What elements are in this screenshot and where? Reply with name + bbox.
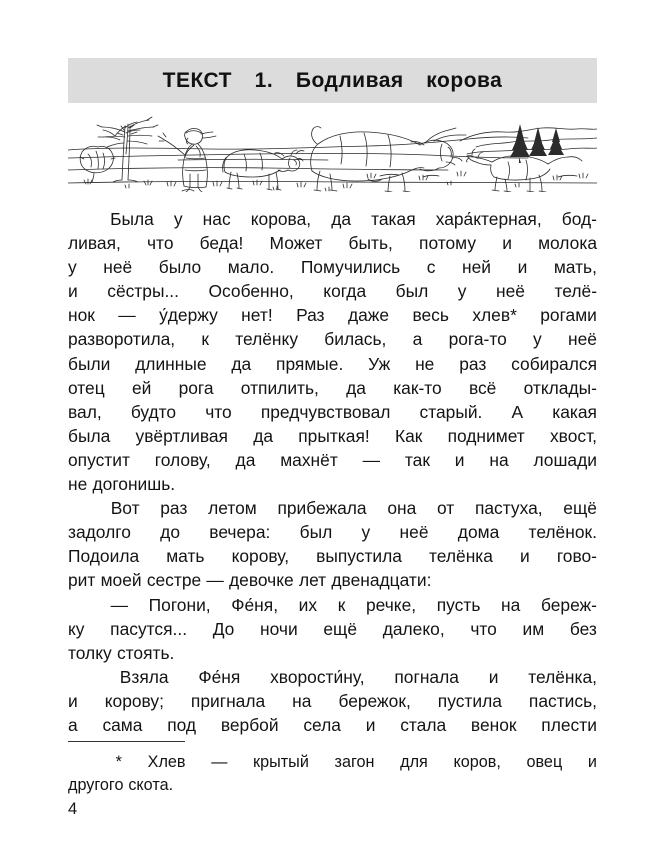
word: неё [103, 257, 133, 278]
text-line [68, 496, 597, 520]
word: для [400, 753, 428, 771]
word: лет [298, 570, 327, 591]
word: далеко, [382, 618, 445, 639]
word: отклады- [523, 377, 597, 398]
text-line [68, 472, 597, 496]
word: был [395, 281, 429, 302]
footnote-lines [68, 751, 597, 796]
word: нас [202, 209, 231, 229]
word: — [118, 305, 136, 326]
word: потому [419, 233, 477, 254]
word: предчувствовал [260, 401, 391, 422]
text-line [68, 207, 597, 231]
word: — [362, 449, 381, 470]
word: что [146, 233, 174, 254]
word: другого [68, 775, 124, 794]
word: телёнка [429, 546, 493, 567]
word: Вот [110, 498, 140, 519]
word: когда [323, 281, 367, 302]
word: Особенно, [208, 281, 294, 302]
word: от [436, 498, 455, 519]
paragraph-indent [68, 207, 90, 231]
word: плести [541, 714, 597, 735]
text-line [68, 327, 597, 351]
page-title: ТЕКСТ 1. Бодливая корова [162, 68, 503, 92]
word: пустила [437, 690, 502, 711]
word: так [404, 449, 430, 470]
word: билась, [324, 329, 387, 350]
text-line [68, 568, 597, 592]
word: и [488, 666, 499, 687]
word: Раз [296, 305, 325, 326]
word: прыткая! [298, 425, 370, 446]
word: До [212, 618, 235, 639]
word: у [173, 209, 183, 229]
word: с [426, 257, 436, 278]
text-line [68, 617, 597, 641]
word: девочке [229, 570, 294, 591]
word: пасутся... [110, 618, 188, 639]
word: неё [496, 281, 525, 302]
word: А [511, 401, 524, 422]
word: опустит [68, 449, 130, 470]
word: телёнка, [528, 666, 597, 687]
word: телё- [554, 281, 597, 302]
word: вал, [68, 401, 102, 422]
word: она [387, 498, 417, 519]
word: речке, [365, 594, 417, 615]
word: как-то [393, 377, 442, 398]
word: без [569, 618, 597, 639]
word: рога [178, 377, 214, 398]
word: мать, [553, 257, 597, 278]
word: вербой [220, 714, 279, 735]
word: весь [412, 305, 449, 326]
word: ночи [260, 618, 298, 639]
word: бережок, [338, 690, 411, 711]
word: ещё [563, 498, 597, 519]
text-line [68, 255, 597, 279]
word: моей [100, 570, 142, 591]
word: Уж [368, 353, 391, 374]
word: раз [459, 353, 487, 374]
word: сестре [146, 570, 202, 591]
word: загон [334, 753, 375, 771]
word: корова, [250, 209, 312, 229]
story-illustration [68, 114, 597, 192]
word: летом [208, 498, 257, 519]
word: коров, [453, 753, 501, 771]
word: Подоила [68, 546, 140, 567]
word: хворости́ну, [270, 666, 365, 687]
text-line [68, 231, 597, 255]
word: а [412, 329, 423, 350]
word: — [211, 753, 228, 771]
story-body [68, 207, 597, 737]
word: собирался [511, 353, 597, 374]
word: и [587, 753, 597, 771]
word: и [454, 449, 465, 470]
word: береж- [540, 594, 597, 615]
word: дома [457, 522, 500, 543]
text-line [68, 774, 597, 797]
word: корову; [104, 690, 164, 711]
word: да [346, 377, 366, 398]
word: сама [102, 714, 143, 735]
text-line [68, 448, 597, 472]
word: отец [68, 377, 105, 398]
word: рит [68, 570, 96, 591]
word: к [201, 329, 209, 350]
word: ку [68, 618, 85, 639]
word: нок [68, 305, 95, 326]
word: всё [468, 377, 497, 398]
word: им [522, 618, 545, 639]
word: выпустила [316, 546, 402, 567]
text-line [68, 544, 597, 568]
text-line [68, 352, 597, 376]
word: хара́ктерная, [435, 209, 542, 229]
word: увёртливая [135, 425, 228, 446]
text-line [68, 641, 597, 665]
word: ливая, [68, 233, 121, 254]
word: Взяла [119, 666, 169, 687]
word: прибежала [277, 498, 367, 519]
word: разворотила, [68, 329, 176, 350]
text-line [68, 751, 597, 774]
word: беда! [199, 233, 244, 254]
word: корову, [231, 546, 290, 567]
paragraph [68, 593, 597, 665]
word: стоять. [116, 642, 175, 663]
word: и [365, 714, 376, 735]
word: их [298, 594, 318, 615]
word: Может [269, 233, 323, 254]
word: нет! [241, 305, 273, 326]
word: а [68, 714, 78, 735]
word: была [68, 425, 111, 446]
word: рогами [540, 305, 597, 326]
word: ней [462, 257, 492, 278]
word: ещё [323, 618, 358, 639]
word: что [470, 618, 497, 639]
word: сёстры... [107, 281, 179, 302]
word: да [331, 209, 352, 229]
page-number: 4 [68, 800, 78, 818]
word: прямые. [276, 353, 344, 374]
word: такая [371, 209, 416, 229]
text-line [68, 400, 597, 424]
text-line [68, 424, 597, 448]
word: мало. [227, 257, 275, 278]
paragraph-indent [68, 496, 90, 520]
word: старый. [419, 401, 483, 422]
word: телёнок. [528, 522, 597, 543]
word: стала [400, 714, 447, 735]
word: скота. [128, 775, 174, 794]
word: голову, [154, 449, 211, 470]
word: до [160, 522, 180, 543]
word: было [158, 257, 202, 278]
footnote-divider [68, 741, 185, 742]
word: рога-то [448, 329, 507, 350]
word: Фе́ня, [231, 594, 279, 615]
word: да [253, 425, 274, 446]
word: хлев* [472, 305, 517, 326]
word: и [68, 690, 78, 711]
word: Хлев [147, 753, 186, 771]
word: села [303, 714, 341, 735]
word: Помучились [300, 257, 401, 278]
word: и [517, 257, 528, 278]
word: у [533, 329, 542, 350]
word: крытый [253, 753, 309, 771]
text-line [68, 376, 597, 400]
word: раз [160, 498, 188, 519]
word: догонишь. [92, 474, 176, 495]
word: овец [526, 753, 563, 771]
word: пастись, [528, 690, 597, 711]
paragraph [68, 665, 597, 737]
word: даже [347, 305, 390, 326]
text-line [68, 520, 597, 544]
paragraph [68, 496, 597, 592]
text-line [68, 279, 597, 303]
word: быть, [348, 233, 393, 254]
paragraph-indent [68, 665, 90, 689]
word: не [415, 353, 435, 374]
text-line [68, 593, 597, 617]
word: на [292, 690, 312, 711]
word: на [501, 594, 521, 615]
word: * [115, 753, 122, 771]
text-line [68, 713, 597, 737]
word: будто [130, 401, 177, 422]
word: погнала [394, 666, 459, 687]
word: Погони, [148, 594, 211, 615]
paragraph-indent [68, 751, 90, 774]
word: длинные [135, 353, 207, 374]
word: да [235, 449, 256, 470]
word: гово- [556, 546, 597, 567]
word: были [68, 353, 111, 374]
word: вечера: [209, 522, 271, 543]
word: и [68, 281, 78, 302]
word: пастуха, [474, 498, 543, 519]
word: у [457, 281, 467, 302]
word: толку [68, 642, 112, 663]
paragraph [68, 207, 597, 496]
word: неё [399, 522, 429, 543]
word: телёнку [235, 329, 299, 350]
word: Как [394, 425, 423, 446]
word: лошади [533, 449, 597, 470]
word: у [361, 522, 371, 543]
word: и [502, 233, 512, 254]
word: Была [110, 209, 154, 229]
word: двенадцати: [331, 570, 432, 591]
word: не [68, 474, 88, 495]
text-line [68, 665, 597, 689]
word: махнёт [280, 449, 338, 470]
word: у [68, 257, 77, 278]
word: — [206, 570, 224, 591]
word: у́держу [159, 305, 218, 326]
word: хвост, [549, 425, 597, 446]
word: да [231, 353, 252, 374]
word: молока [538, 233, 597, 254]
word: под [167, 714, 197, 735]
word: что [205, 401, 232, 422]
word: пусть [436, 594, 481, 615]
word: бод- [561, 209, 597, 229]
word: — [110, 594, 129, 615]
footnote [68, 741, 597, 796]
word: венок [470, 714, 517, 735]
word: к [337, 594, 346, 615]
word: неё [567, 329, 597, 350]
word: Фе́ня [198, 666, 241, 687]
word: задолго [68, 522, 131, 543]
word: мать [166, 546, 205, 567]
text-line [68, 689, 597, 713]
word: пригнала [190, 690, 266, 711]
text-line [68, 303, 597, 327]
paragraph-indent [68, 593, 90, 617]
word: и [520, 546, 530, 567]
word: был [299, 522, 333, 543]
text-title-band [68, 58, 597, 103]
word: поднимет [447, 425, 525, 446]
word: какая [552, 401, 597, 422]
word: на [489, 449, 509, 470]
word: ей [131, 377, 152, 398]
word: отпилить, [240, 377, 319, 398]
